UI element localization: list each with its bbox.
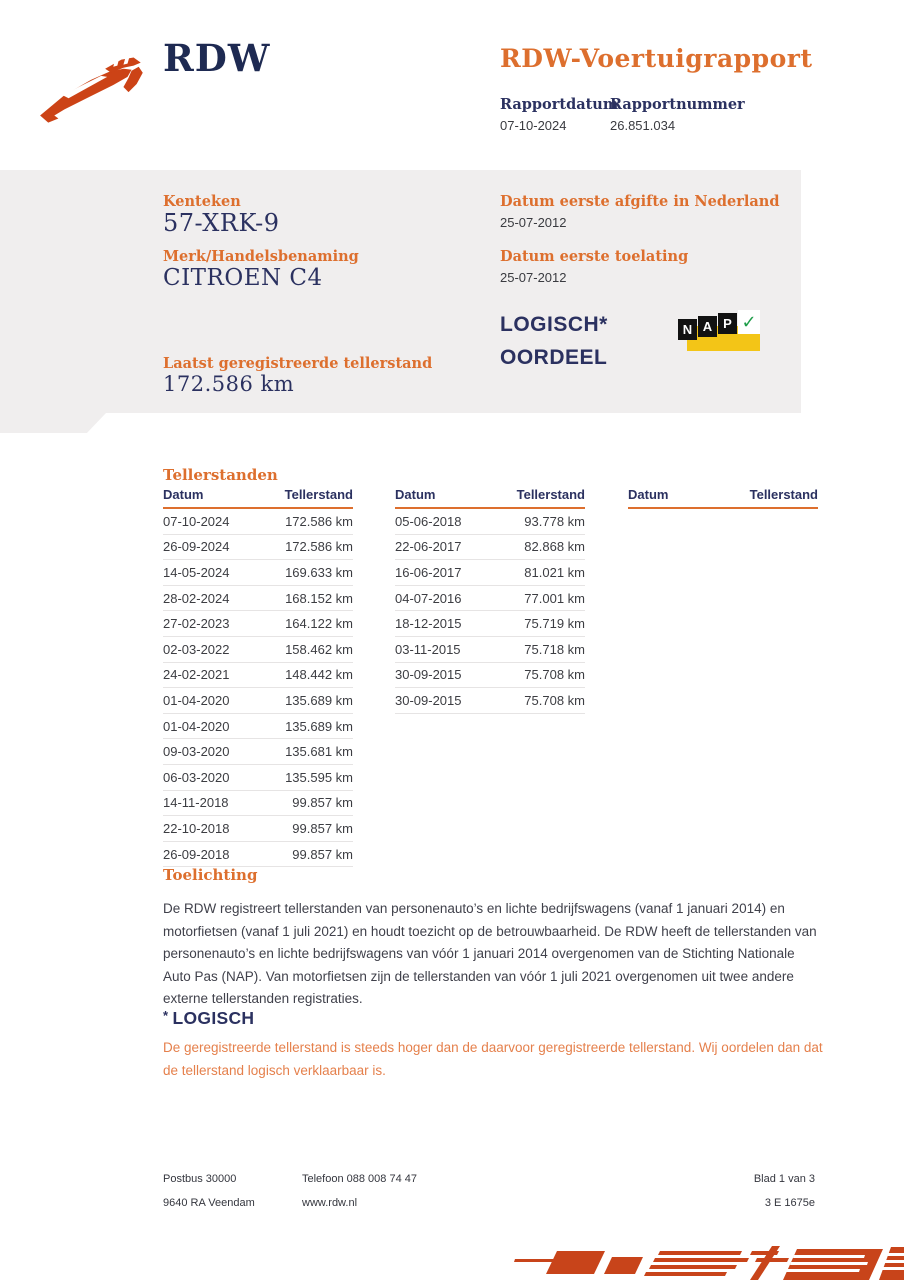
table-row <box>163 688 353 714</box>
tellerstanden-title: Tellerstanden <box>163 466 278 484</box>
row-date: 27-02-2023 <box>163 616 230 632</box>
row-date: 18-12-2015 <box>395 616 462 632</box>
row-date: 02-03-2022 <box>163 641 230 657</box>
nap-checkmark-icon: ✓ <box>738 310 760 334</box>
table-row <box>163 560 353 586</box>
report-date-value: 07-10-2024 <box>500 118 567 133</box>
row-date: 30-09-2015 <box>395 667 462 683</box>
rdw-flame-logo-icon <box>34 48 158 124</box>
footer-page-number: Blad 1 van 3 <box>753 1173 815 1185</box>
row-date: 06-03-2020 <box>163 769 230 785</box>
tellerstanden-table-2 <box>395 487 585 714</box>
toelating-value: 25-07-2012 <box>500 270 567 285</box>
row-odometer-value: 168.152 km <box>285 590 353 606</box>
row-odometer-value: 75.708 km <box>524 667 585 683</box>
row-odometer-value: 172.586 km <box>285 513 353 529</box>
row-odometer-value: 169.633 km <box>285 564 353 580</box>
report-number-value: 26.851.034 <box>610 118 676 133</box>
datum-header: Datum <box>163 487 204 502</box>
row-odometer-value: 99.857 km <box>292 795 353 811</box>
row-date: 05-06-2018 <box>395 513 462 529</box>
rdw-wordmark: RDW <box>163 36 271 80</box>
nap-letter-a: A <box>698 316 717 337</box>
row-odometer-value: 158.462 km <box>285 641 353 657</box>
row-odometer-value: 82.868 km <box>524 539 585 555</box>
row-odometer-value: 172.586 km <box>285 539 353 555</box>
row-date: 01-04-2020 <box>163 718 230 734</box>
logisch-explanation: De geregistreerde tellerstand is steeds hoger dan de daarvoor geregistreerde tellerstand. Wij oordelen dan dat de tellerstand logisch verklaarbaar is. <box>163 1040 823 1078</box>
table-row <box>395 586 585 612</box>
datum-header: Datum <box>395 487 436 502</box>
row-date: 14-11-2018 <box>163 795 229 811</box>
table-row <box>163 586 353 612</box>
table-row <box>163 663 353 689</box>
row-odometer-value: 93.778 km <box>524 513 585 529</box>
row-date: 26-09-2024 <box>163 539 230 555</box>
nap-logo <box>678 310 762 356</box>
table-row <box>163 637 353 663</box>
afgifte-label: Datum eerste afgifte in Nederland <box>500 193 780 210</box>
report-number-label: Rapportnummer <box>610 96 745 113</box>
table-body <box>395 509 585 714</box>
tellerstand-header: Tellerstand <box>749 487 818 502</box>
report-date-label: Rapportdatum <box>500 96 619 113</box>
row-date: 22-10-2018 <box>163 820 230 836</box>
kenteken-label: Kenteken <box>163 193 241 210</box>
row-date: 26-09-2018 <box>163 846 230 862</box>
laatste-tellerstand-value: 172.586 km <box>163 372 295 396</box>
row-date: 14-05-2024 <box>163 564 230 580</box>
footer-address-line2: 9640 RA Veendam <box>163 1197 255 1209</box>
tellerstanden-table-3 <box>628 487 818 509</box>
row-odometer-value: 164.122 km <box>285 616 353 632</box>
row-date: 04-07-2016 <box>395 590 462 606</box>
row-date: 30-09-2015 <box>395 692 462 708</box>
table-row <box>163 739 353 765</box>
row-date: 24-02-2021 <box>163 667 230 683</box>
table-row <box>163 816 353 842</box>
row-odometer-value: 99.857 km <box>292 820 353 836</box>
oordeel-line2: OORDEEL <box>500 346 608 369</box>
toelichting-body: De RDW registreert tellerstanden van personenauto’s en lichte bedrijfswagens (vanaf 1 januari 2014) en motorfietsen (vanaf 1 juli 2021) en houdt toezicht op de betrouwbaarheid. De RDW heeft de tellerstanden van personenauto’s en lichte bedrijfswagens van vóór 1 januari 2014 overgenomen van de Stichting Nationale Auto Pas (NAP). Van motorfietsen zijn de tellerstanden van vóór 1 juli 2021 overgenomen uit twee andere externe tellerstanden registraties. <box>163 901 817 1006</box>
row-date: 28-02-2024 <box>163 590 230 606</box>
table-row <box>163 611 353 637</box>
table-row <box>395 560 585 586</box>
table-row <box>395 663 585 689</box>
tellerstand-header: Tellerstand <box>284 487 353 502</box>
table-row <box>395 535 585 561</box>
table-header <box>163 487 353 509</box>
row-odometer-value: 148.442 km <box>285 667 353 683</box>
nap-letter-p: P <box>718 313 737 334</box>
row-odometer-value: 135.689 km <box>285 718 353 734</box>
row-date: 09-03-2020 <box>163 744 230 760</box>
row-odometer-value: 99.857 km <box>292 846 353 862</box>
row-odometer-value: 75.718 km <box>524 641 585 657</box>
toelating-label: Datum eerste toelating <box>500 248 689 265</box>
logisch-heading <box>163 1008 254 1029</box>
row-date: 22-06-2017 <box>395 539 462 555</box>
table-row <box>395 688 585 714</box>
laatste-tellerstand-label: Laatst geregistreerde tellerstand <box>163 355 433 372</box>
row-odometer-value: 77.001 km <box>524 590 585 606</box>
table-row <box>163 842 353 868</box>
oordeel-text <box>500 308 608 374</box>
merk-label: Merk/Handelsbenaming <box>163 248 359 265</box>
logisch-heading-text: LOGISCH <box>172 1008 255 1028</box>
table-header <box>395 487 585 509</box>
merk-value: CITROEN C4 <box>163 265 323 291</box>
bottom-stripes-decoration-icon <box>355 1238 904 1280</box>
footer-website: www.rdw.nl <box>302 1197 358 1209</box>
panel-corner-decoration <box>0 413 106 433</box>
table-row <box>163 509 353 535</box>
table-row <box>163 714 353 740</box>
footer-phone: Telefoon 088 008 74 47 <box>302 1173 417 1185</box>
table-row <box>163 535 353 561</box>
table-row <box>163 791 353 817</box>
afgifte-value: 25-07-2012 <box>500 215 567 230</box>
table-row <box>163 765 353 791</box>
row-date: 03-11-2015 <box>395 641 461 657</box>
row-odometer-value: 135.681 km <box>285 744 353 760</box>
footer-address-line1: Postbus 30000 <box>163 1173 237 1185</box>
kenteken-value: 57-XRK-9 <box>163 209 280 237</box>
table-header <box>628 487 818 509</box>
table-row <box>395 509 585 535</box>
row-odometer-value: 135.689 km <box>285 692 353 708</box>
oordeel-line1: LOGISCH* <box>500 313 608 336</box>
tellerstand-header: Tellerstand <box>516 487 585 502</box>
table-row <box>395 637 585 663</box>
tellerstanden-table-1 <box>163 487 353 867</box>
row-odometer-value: 135.595 km <box>285 769 353 785</box>
toelichting-title: Toelichting <box>163 866 258 884</box>
page-title: RDW-Voertuigrapport <box>500 44 813 73</box>
logisch-asterisk: * <box>163 1008 169 1023</box>
nap-letter-n: N <box>678 319 697 340</box>
row-odometer-value: 81.021 km <box>524 564 585 580</box>
table-body <box>163 509 353 867</box>
row-odometer-value: 75.719 km <box>524 616 585 632</box>
row-date: 07-10-2024 <box>163 513 230 529</box>
row-odometer-value: 75.708 km <box>524 692 585 708</box>
footer-doc-code: 3 E 1675e <box>764 1197 815 1209</box>
row-date: 16-06-2017 <box>395 564 462 580</box>
table-row <box>395 611 585 637</box>
row-date: 01-04-2020 <box>163 692 230 708</box>
datum-header: Datum <box>628 487 669 502</box>
